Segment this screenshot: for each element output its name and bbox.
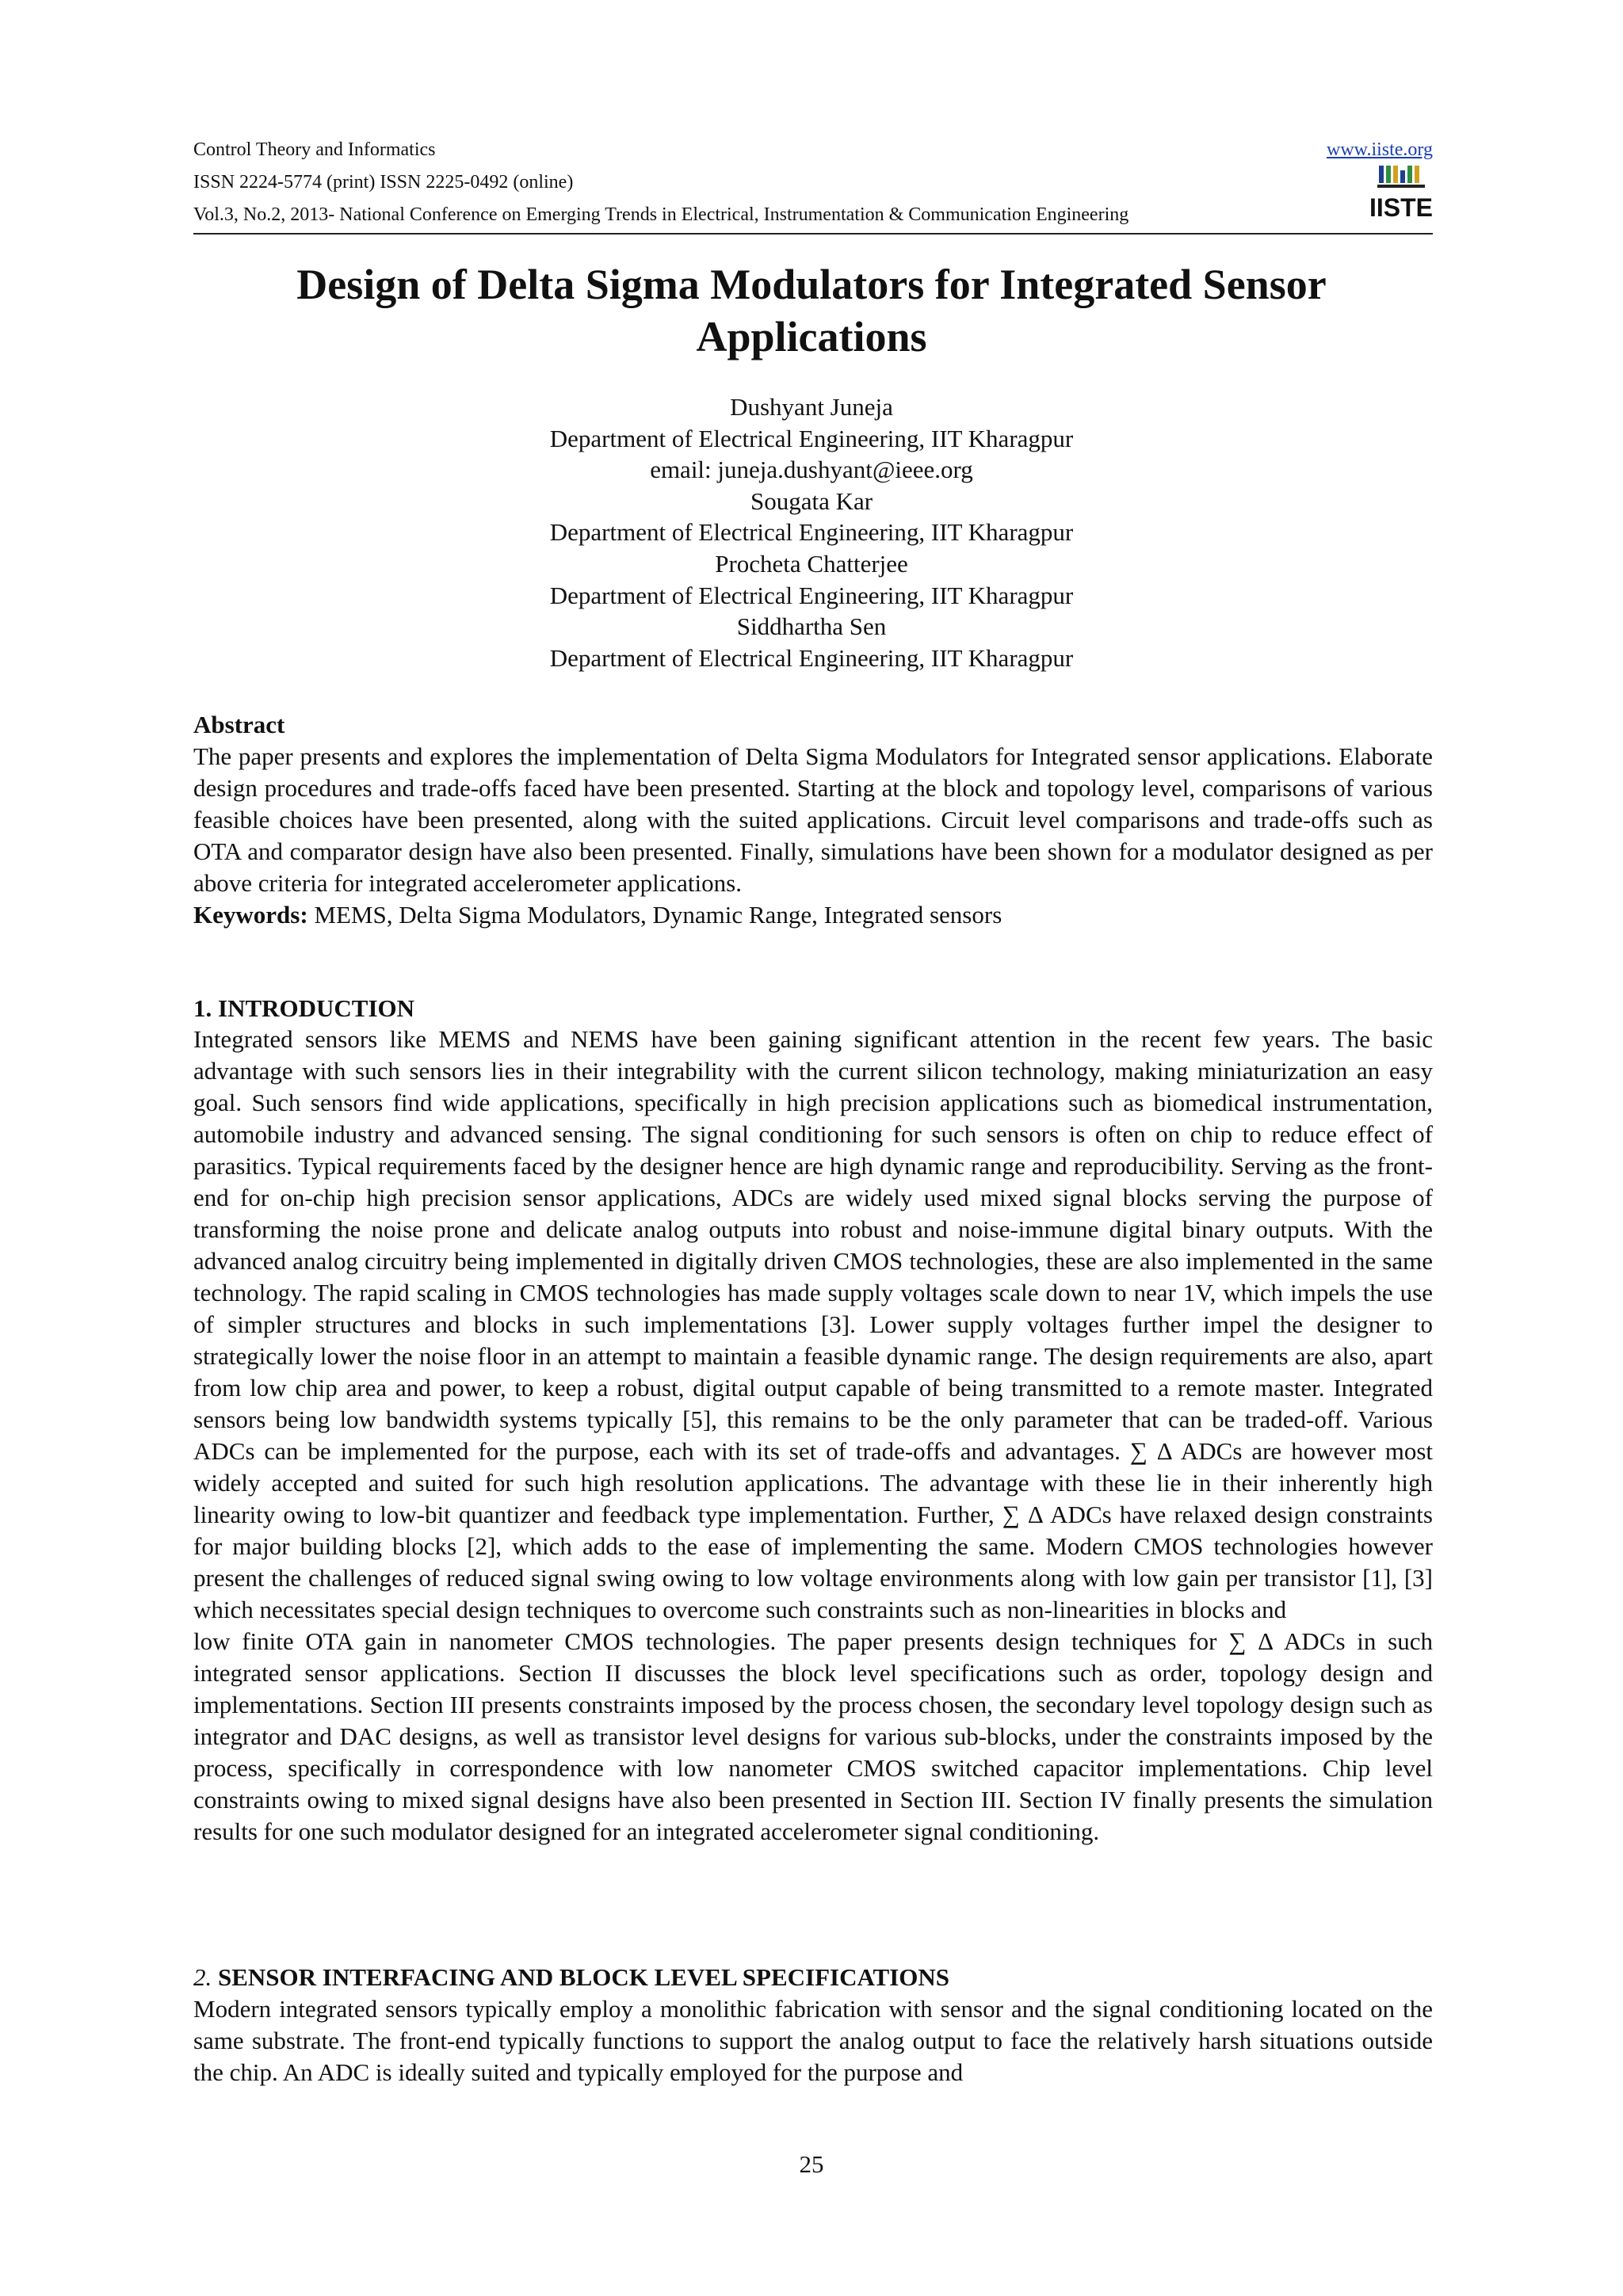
paper-title: Design of Delta Sigma Modulators for Integrated Sensor Applications bbox=[296, 261, 1327, 360]
section-2-body bbox=[193, 1993, 1433, 2088]
author-affiliation: Department of Electrical Engineering, IIT Kharagpur bbox=[549, 424, 1074, 452]
section-1-body bbox=[193, 1024, 1433, 1848]
author-block bbox=[396, 391, 1227, 673]
volume-line: Vol.3, No.2, 2013- National Conference on Emerging Trends in Electrical, Instrumentation & Communication Engineering bbox=[193, 204, 1129, 225]
logo-text: IISTE bbox=[1369, 193, 1434, 222]
author-name: Siddhartha Sen bbox=[736, 612, 887, 641]
abstract-text: The paper presents and explores the implementation of Delta Sigma Modulators for Integrated sensor applications. Elaborate design procedures and trade-offs faced have been presented. Starting at the block and topology level, comparisons of various feasible choices have been presented, along with the suited applications. Circuit level comparisons and trade-offs such as OTA and comparator design have also been presented. Finally, simulations have been shown for a modulator designed as per above criteria for integrated accelerometer applications. bbox=[193, 742, 1433, 897]
section-1-heading: 1. INTRODUCTION bbox=[193, 994, 415, 1022]
author-affiliation: Department of Electrical Engineering, IIT Kharagpur bbox=[549, 643, 1074, 672]
section-2-title: SENSOR INTERFACING AND BLOCK LEVEL SPECIFICATIONS bbox=[212, 1963, 950, 1991]
abstract-body bbox=[193, 741, 1433, 931]
section-1-paragraph-a: Integrated sensors like MEMS and NEMS have been gaining significant attention in the recent few years. The basic advantage with such sensors lies in their integrability with the current silicon technology, making miniaturization an easy goal. Such sensors find wide applications, specifically in high precision applications such as biomedical instrumentation, automobile industry and advanced sensing. The signal conditioning for such sensors is often on chip to reduce effect of parasitics. Typical requirements faced by the designer hence are high dynamic range and reproducibility. Serving as the front-end for on-chip high precision sensor applications, ADCs are widely used mixed signal blocks serving the purpose of transforming the noise prone and delicate analog outputs into robust and noise-immune digital binary outputs. With the advanced analog circuitry being implemented in digitally driven CMOS technologies, these are also implemented in the same technology. The rapid scaling in CMOS technologies has made supply voltages scale down to near 1V, which impels the use of simpler structures and blocks in such implementations [3]. Lower supply voltages further impel the designer to strategically lower the noise floor in an attempt to maintain a feasible dynamic range. The design requirements are also, apart from low chip area and power, to keep a robust, digital output capable of being transmitted to a remote master. Integrated sensors being low bandwidth systems typically [5], this remains to be the only parameter that can be traded-off. Various ADCs can be implemented for the purpose, each with its set of trade-offs and advantages. ∑ Δ ADCs are however most widely accepted and suited for such high resolution applications. The advantage with these lie in their inherently high linearity owing to low-bit quantizer and feedback type implementation. Further, ∑ Δ ADCs have relaxed design constraints for major building blocks [2], which adds to the ease of implementing the same. Modern CMOS technologies however present the challenges of reduced signal swing owing to low voltage environments along with low gain per transistor [1], [3] which necessitates special design techniques to overcome such constraints such as non-linearities in blocks and bbox=[193, 1025, 1433, 1623]
author-name: Procheta Chatterjee bbox=[715, 549, 908, 578]
author-name: Sougata Kar bbox=[750, 486, 873, 515]
section-2-paragraph: Modern integrated sensors typically employ a monolithic fabrication with sensor and the signal conditioning located on the same substrate. The front-end typically functions to support the analog output to face the relatively harsh situations outside the chip. An ADC is ideally suited and typically employed for the purpose and bbox=[193, 1995, 1433, 2086]
abstract-heading: Abstract bbox=[193, 711, 285, 738]
header-rule bbox=[193, 233, 1433, 235]
issn-line: ISSN 2224-5774 (print) ISSN 2225-0492 (online) bbox=[193, 172, 574, 193]
keywords-label: Keywords: bbox=[193, 901, 308, 929]
section-2-number: 2. bbox=[193, 1963, 212, 1991]
keywords-text: MEMS, Delta Sigma Modulators, Dynamic Range, Integrated sensors bbox=[307, 901, 1002, 929]
author-email: email: juneja.dushyant@ieee.org bbox=[650, 456, 973, 484]
journal-website-link[interactable]: www.iiste.org bbox=[1327, 139, 1433, 160]
iiste-logo-graphic bbox=[1369, 164, 1434, 223]
journal-name: Control Theory and Informatics bbox=[193, 139, 436, 160]
keywords-line bbox=[193, 899, 1433, 931]
section-1-paragraph-b: low finite OTA gain in nanometer CMOS technologies. The paper presents design techniques for ∑ Δ ADCs in such integrated sensor applications. Section II discusses the block level specifications such as order, topology design and implementations. Section III presents constraints imposed by the process chosen, the secondary level topology design such as integrator and DAC designs, as well as transistor level designs for various sub-blocks, under the constraints imposed by the process, specifically in correspondence with low nanometer CMOS switched capacitor implementations. Chip level constraints owing to mixed signal designs have also been presented in Section III. Section IV finally presents the simulation results for one such modulator designed for an integrated accelerometer signal conditioning. bbox=[193, 1627, 1433, 1845]
running-header bbox=[193, 138, 1433, 162]
author-name: Dushyant Juneja bbox=[730, 393, 893, 421]
author-affiliation: Department of Electrical Engineering, IIT Kharagpur bbox=[549, 581, 1074, 609]
page-number: 25 bbox=[799, 2150, 824, 2178]
section-2-heading bbox=[193, 1962, 949, 1993]
iiste-logo bbox=[1369, 164, 1434, 223]
author-affiliation: Department of Electrical Engineering, IIT Kharagpur bbox=[549, 518, 1074, 547]
